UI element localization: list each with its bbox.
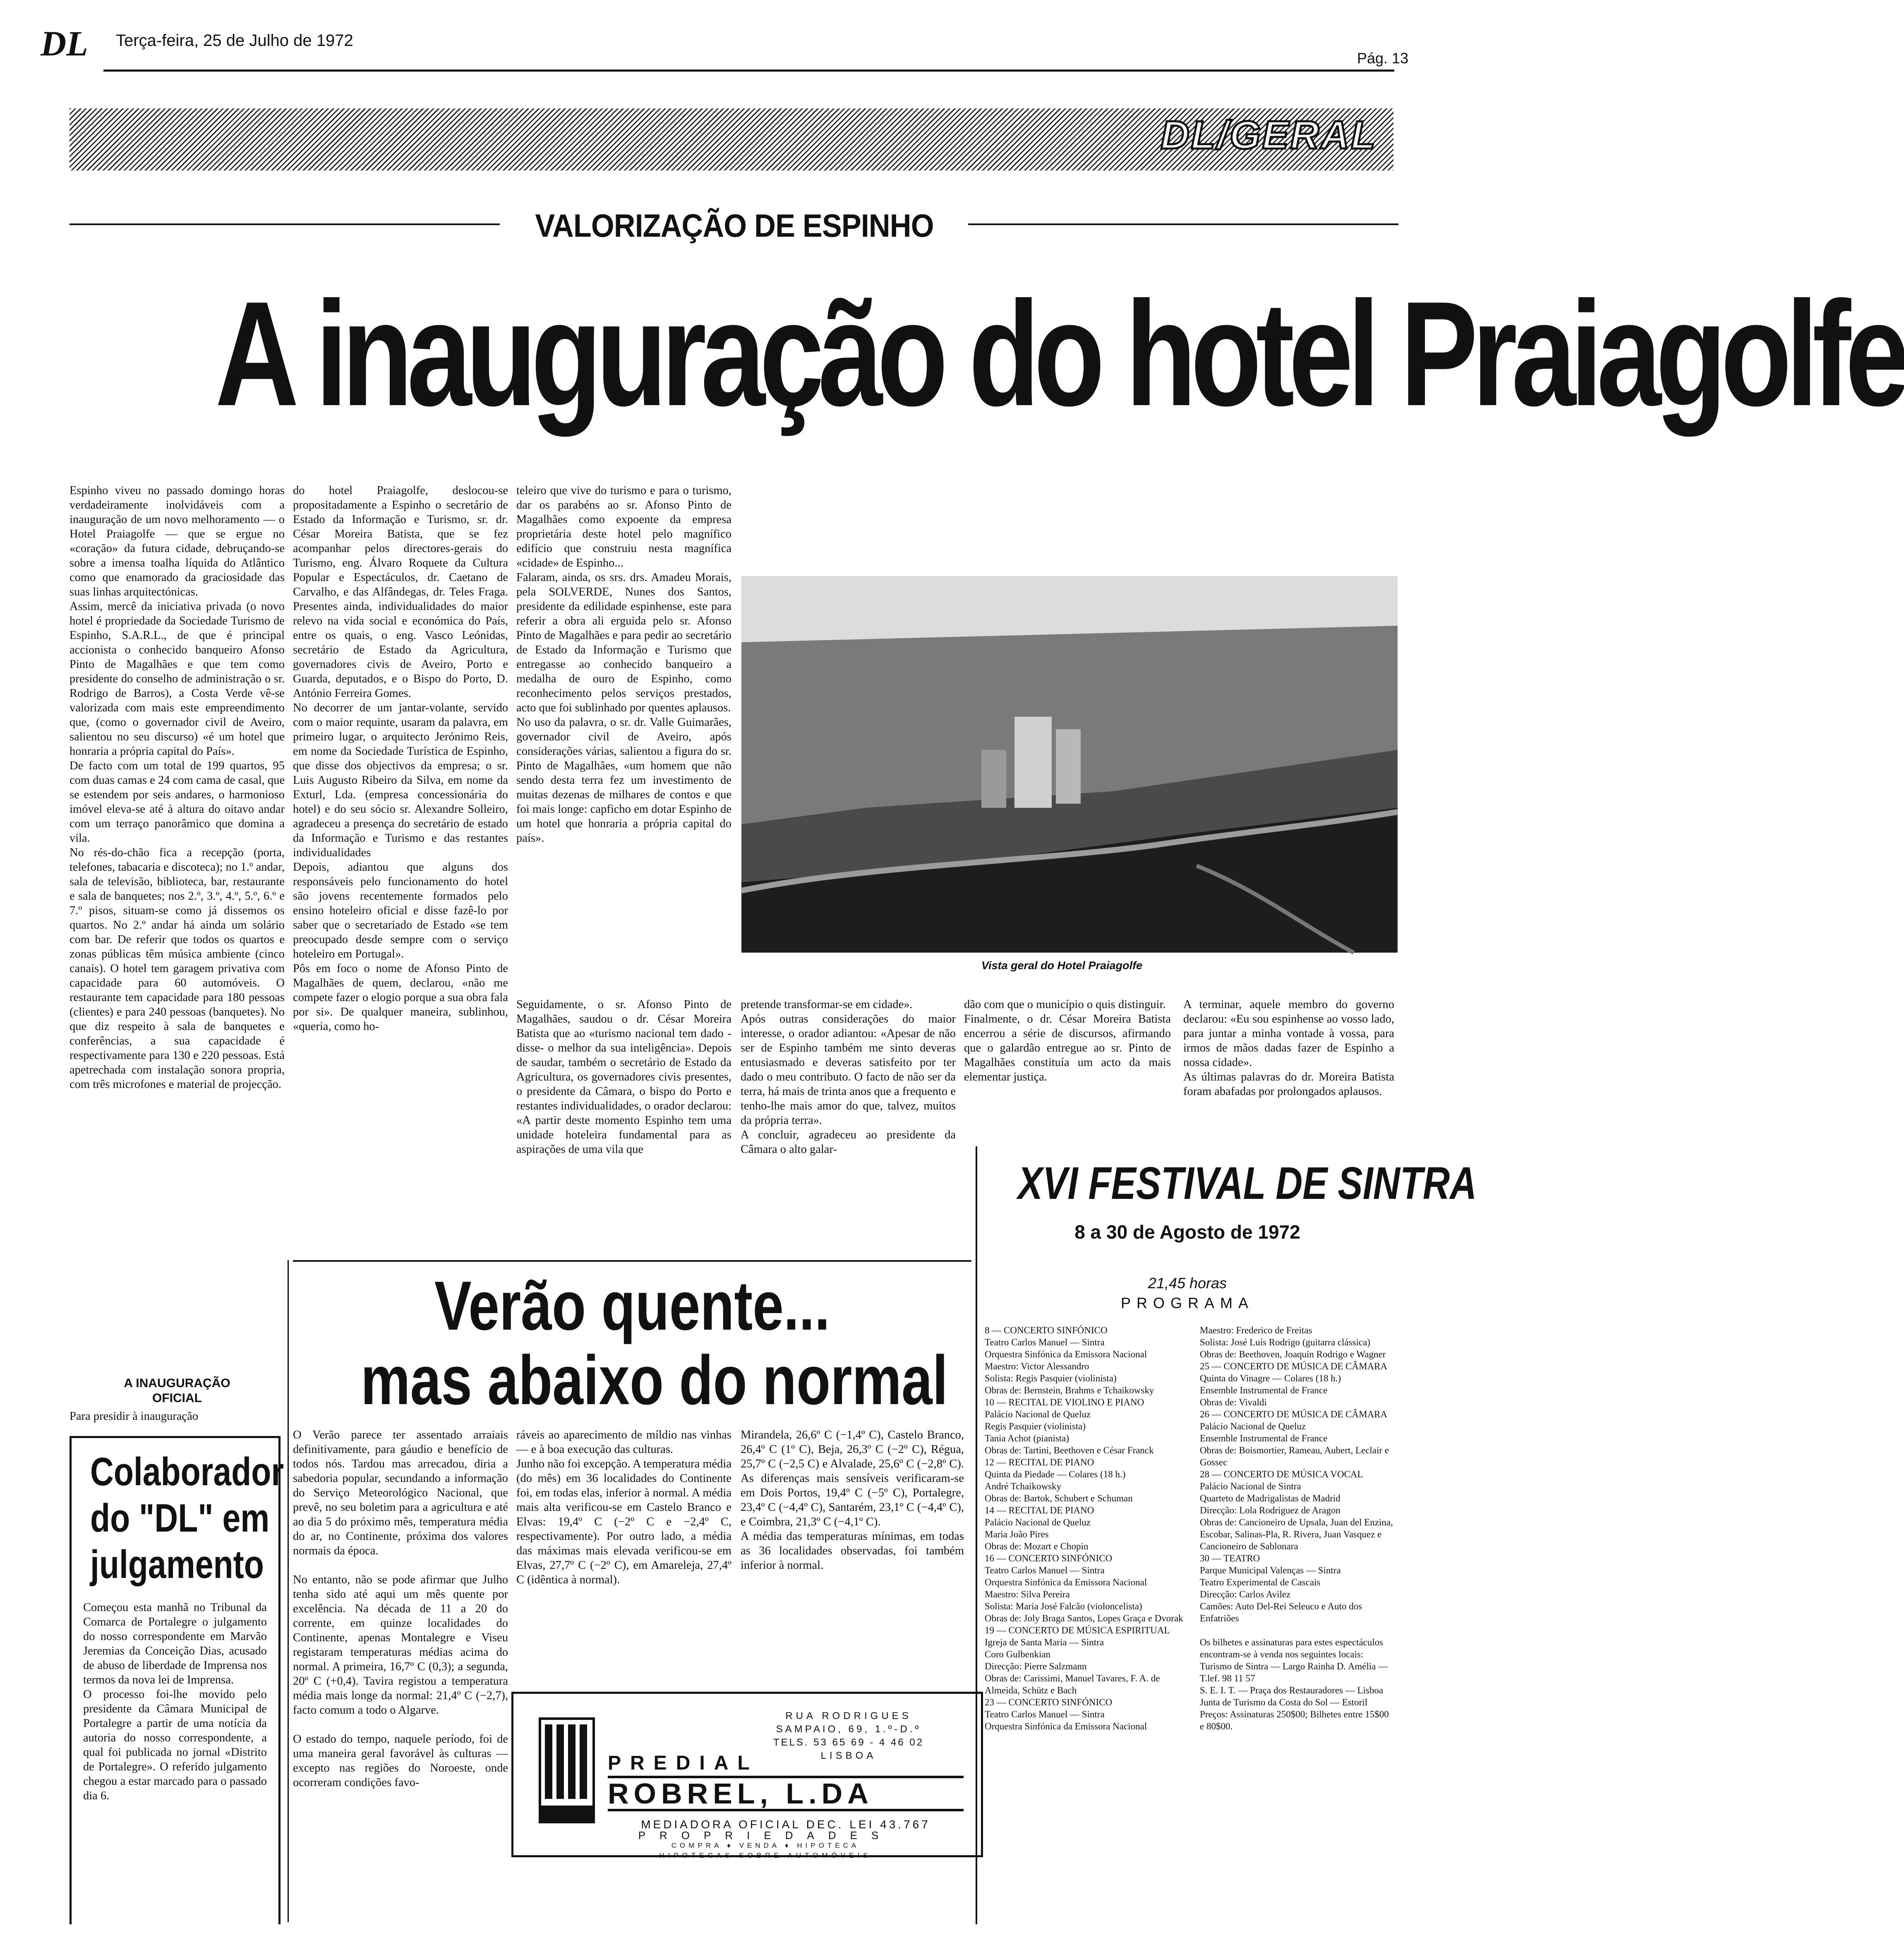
weather-col-1: O Verão parece ter assentado arraiais definitivamente, para gáudio e benefício de todos nós. Tardou mas arrecadou, diria a sabedoria popular, secundando a informação do Serviço Meteorológico Nacional, que prevê, no seu boletim para a agricultura e até ao dia 5 do próximo mês, temperatura média do ar, no Continente, próxima dos valores normais da época. No entanto, não se pode afirmar que Julho tenha sido até aqui um mês quente por excelência. Na década de 11 a 20 do corrente, em quinze localidades do Continente, apenas Montalegre e Viseu registaram temperaturas médias acima do normal. A primeira, 16,7º C (0,3); a segunda, 20º C (+0,4). Tavira registou a temperatura média mais longe da normal: 21,4º C (−2,7), facto comum a todo o Algarve. O estado do tempo, naquele período, foi de uma maneira geral favorável às culturas — excepto nas regiões do Noroeste, onde ocorreram condições favo- [293,1429,508,1789]
advert-properties-line: PROPRIEDADES [638,1829,893,1842]
masthead-date: Terça-feira, 25 de Julho de 1972 [116,31,353,50]
festival-title: XVI FESTIVAL DE SINTRA [1018,1158,1477,1209]
advert-mortgage: HIPOTECAS SOBRE AUTOMÓVEIS [659,1851,872,1859]
festival-time: 21,45 horas [1148,1275,1227,1292]
building-icon [540,1719,594,1822]
article-col-2: do hotel Praiagolfe, deslocou-se propositadamente a Espinho o secretário de Estado da Informação e Turismo, sr. dr. César Moreira Batista, que se fez acompanhar pelos directores-gerais do Turismo, eng. Álvaro Roquete da Cultura Popular e Espectáculos, dr. Caetano de Carvalho, e das Alfândegas, dr. Teles Fraga. Presentes ainda, individualidades do maior relevo na vida social e económica do País, entre os quais, o eng. Vasco Leónidas, secretário de Estado da Agricultura, governadores civis de Aveiro, Porto e Guarda, deputados, e o Bispo do Porto, D. António Ferreira Gomes. No decorrer de um jantar-volante, servido com o maior requinte, usaram da palavra, em primeiro lugar, o arquitecto Jerónimo Reis, em nome da Sociedade Turística de Espinho, que disse dos objectivos da empresa; o sr. Luis Augusto Ribeiro da Silva, em nome da Exturl, Lda. (empresa concessionária do hotel) e do seu sócio sr. Alexandre Solleiro, agradeceu a presença do secretário de estado da Informação e Turismo e das restantes individualidades Depois, adiantou que alguns dos responsáveis pelo funcionamento do hotel são jovens recentemente formados pelo ensino hoteleiro oficial e disse fazê-lo por saber que o secretariado de Estado «se tem preocupado desde sempre com o serviço hoteleiro em Portugal». Pôs em foco o nome de Afonso Pinto de Magalhães de quem, declarou, «não me compete fazer o elogio porque a sua obra fala por si». De qualquer maneira, sublinhou, «queria, como ho- [293,484,508,1033]
rule-sidebar-right [288,1260,289,1922]
kicker-rule-right [968,223,1398,225]
kicker-rule-left [70,223,500,225]
article-headline: A inauguração do hotel Praiagolfe [215,271,1904,437]
article-col-3: teleiro que vive do turismo e para o turismo, dar os parabéns ao sr. Afonso Pinto de Magalhães como expoente da empresa proprietária deste hotel pelo magnífico edifício que construiu nesta magnífica «cidade» de Espinho... Falaram, ainda, os srs. drs. Amadeu Morais, pela SOLVERDE, Nunes dos Santos, presidente da edilidade espinhense, este para referir a obra ali erguida pelo sr. Afonso Pinto de Magalhães e para pedir ao secretário de Estado da Informação e Turismo que entregasse ao conhecido banqueiro a medalha de ouro de Espinho, como reconhecimento pelos serviços prestados, acto que foi sublinhado por quentes aplausos. No uso da palavra, o sr. dr. Valle Guimarães, governador civil de Aveiro, após considerações várias, salientou a figura do sr. Pinto de Magalhães, «um homem que não sendo desta terra fez um investimento de muitas dezenas de milhares de contos e que foi mais longe: capficho em dotar Espinho de um hotel que honraria a própria capital do país». [516,484,731,845]
advert-brand-1: PREDIAL [608,1752,759,1774]
article-col-3b: Seguidamente, o sr. Afonso Pinto de Magalhães, saudou o dr. César Moreira Batista que ao «turismo nacional tem dado -disse- o melhor da sua inteligência». Depois de saudar, também o secretário de Estado da Agricultura, os governadores civis presentes, o presidente da Câmara, o bispo do Porto e restantes individualidades, o orador declarou: «A partir deste momento Espinho tem uma unidade hoteleira fundamental para as aspirações de uma vila que [516,998,731,1156]
article-col-6: A terminar, aquele membro do governo declarou: «Eu sou espinhense ao vosso lado, para juntar a minha vontade à vossa, para irmos de mãos dadas fazer de Espinho a nossa cidade». As últimas palavras do dr. Moreira Batista foram abafadas por prolongados aplausos. [1183,998,1394,1098]
photo-caption: Vista geral do Hotel Praiagolfe [981,959,1143,972]
advert-address-4: LISBOA [820,1750,877,1761]
advert-address-1: RUA RODRIGUES [785,1710,912,1722]
page-number: Pág. 13 [1357,50,1409,67]
festival-program-col-2: Maestro: Frederico de Freitas Solista: José Luís Rodrigo (guitarra clássica) Obras de: Beethoven, Joaquin Rodrigo e Wagner 25 — CONCERTO DE MÚSICA DE CÂMARA Quinta do Vinagre — Colares (18 h.) Ensemble Instrumental de France Obras de: Vivaldi 26 — CONCERTO DE MÚSICA DE CÂMARA Palácio Nacional de Queluz Ensemble Instrumental de France Obras de: Boismortier, Rameau, Aubert, Leclair e Gossec 28 — CONCERTO DE MÚSICA VOCAL Palácio Nacional de Sintra Quarteto de Madrigalistas de Madrid Direcção: Lola Rodriguez de Aragon Obras de: Cancioneiro de Upsala, Juan del Enzina, Escobar, Salinas-Pla, R. Rivera, Juan Vasquez e Cancioneiro de Sablonara 30 — TEATRO Parque Municipal Valenças — Sintra Teatro Experimental de Cascais Direcção: Carlos Avilez Camões: Auto Del-Rei Seleuco e Auto dos Enfatriões Os bilhetes e assinaturas para estes espectáculos encontram-se à venda nos seguintes locais: Turismo de Sintra — Largo Rainha D. Amélia — T.lef. 98 11 57 S. E. I. T. — Praça dos Restauradores — Lisboa Junta de Turismo da Costa do Sol — Estoril Preços: Assinaturas 250$00; Bilhetes entre 15$00 e 80$00. [1200,1325,1393,1731]
hotel-photo-image [741,576,1398,953]
advert-address-2: SAMPAIO, 69, 1.º-D.º [776,1724,921,1735]
advert-services: COMPRA ♦ VENDA ♦ HIPOTECA [671,1842,860,1849]
festival-programa: PROGRAMA [1120,1294,1254,1311]
advert-address-3: TELS. 53 65 69 - 4 46 02 [773,1737,924,1748]
article-col-1-end: Para presidir à inauguração [70,1410,198,1423]
rule-weather-top [293,1260,971,1262]
trial-box [70,1436,284,1924]
article-col-5: dão com que o município o quis distinguir. Finalmente, o dr. César Moreira Batista encerrou a série de discursos, afirmando que o galardão entregue ao sr. Pinto de Magalhães constituía um acto da mais elementar justiça. [964,998,1171,1083]
weather-col-2: ráveis ao aparecimento de míldio nas vinhas — e à boa execução das culturas. Junho não foi excepção. A temperatura média (do mês) em 36 localidades do Continente foi, em todas elas, inferior à normal. A média mais alta verificou-se em Castelo Branco e Elvas: 19,4º C (−2º C e −2,4º C, respectivamente). Por outro lado, a média das máximas mais elevada verificou-se em Elvas, 27,7º C (−2º C), em Amareleja, 27,4º C (idêntica à normal). [516,1429,731,1586]
festival-dates: 8 a 30 de Agosto de 1972 [1074,1221,1300,1243]
trial-headline-3: julgamento [90,1542,264,1587]
section-label: DL/GERAL [1161,113,1377,157]
subhead-inauguracao: A INAUGURAÇÃO OFICIAL [124,1376,230,1405]
festival-program-col-1: 8 — CONCERTO SINFÓNICO Teatro Carlos Manuel — Sintra Orquestra Sinfónica da Emissora Nacional Maestro: Victor Alessandro Solista: Regis Pasquier (violinista) Obras de: Bernstein, Brahms e Tchaikowsky 10 — RECITAL DE VIOLINO E PIANO Palácio Nacional de Queluz Regis Pasquier (violinista) Tania Achot (pianista) Obras de: Tartini, Beethoven e César Franck 12 — RECITAL DE PIANO Quinta da Piedade — Colares (18 h.) André Tchaikowsky Obras de: Bartok, Schubert e Schuman 14 — RECITAL DE PIANO Palácio Nacional de Queluz Maria João Pires Obras de: Mozart e Chopin 16 — CONCERTO SINFÓNICO Teatro Carlos Manuel — Sintra Orquestra Sinfónica da Emissora Nacional Maestro: Silva Pereira Solista: Maria José Falcão (violoncelista) Obras de: Joly Braga Santos, Lopes Graça e Dvorak 19 — CONCERTO DE MÚSICA ESPIRITUAL Igreja de Santa Maria — Sintra Coro Gulbenkian Direcção: Pierre Salzmann Obras de: Carissimi, Manuel Tavares, F. A. de Almeida, Schütz e Bach 23 — CONCERTO SINFÓNICO Teatro Carlos Manuel — Sintra Orquestra Sinfónica da Emissora Nacional [985,1325,1183,1731]
section-banner [70,108,1393,170]
weather-headline-1: Verão quente... [434,1267,830,1345]
advert-tagline: MEDIADORA OFICIAL DEC. LEI 43.767 [641,1818,930,1831]
article-kicker: VALORIZAÇÃO DE ESPINHO [535,207,934,244]
advert-brand-2: ROBREL, L.DA [608,1776,964,1811]
trial-headline-2: do "DL" em [90,1496,270,1540]
hotel-photo [741,576,1398,953]
masthead-rule [103,70,1394,72]
masthead-logo: DL [41,24,88,63]
weather-col-3: Mirandela, 26,6º C (−1,4º C), Castelo Branco, 26,4º C (1º C), Beja, 26,3º C (−2º C), Régua, 25,7º C (−2,5 C) e Alvalade, 25,6º C (−2,8º C). As diferenças mais sensíveis verificaram-se em Dois Portos, 19,4º C (−5º C), Portalegre, 23,4º C (−4,4º C), Santarém, 23,1º C (−4,4º C), e Coimbra, 21,3º C (−4,1º C). A média das temperaturas mínimas, em todas as 36 localidades observadas, foi também inferior à normal. [741,1429,964,1572]
trial-headline-1: Colaborador [90,1450,284,1494]
article-col-1: Espinho viveu no passado domingo horas verdadeiramente inolvidáveis com a inauguração de um novo melhoramento — o Hotel Praiagolfe — que se ergue no «coração» da futura cidade, debruçando-se sobre a imensa toalha líquida do Atlântico como que enamorado da graciosidade das suas linhas arquitectónicas. Assim, mercê da iniciativa privada (o novo hotel é propriedade da Sociedade Turismo de Espinho, S.A.R.L., de que é principal accionista o conhecido banqueiro Afonso Pinto de Magalhães e que tem como presidente do conselho de administração o sr. Rodrigo de Barros), a Costa Verde vê-se valorizada com mais este empreendimento que, (como o governador civil de Aveiro, salientou no seu discurso) «é um hotel que honraria a própria capital do País». De facto com um total de 199 quartos, 95 com duas camas e 24 com cama de casal, que se estendem por seis andares, o harmonioso imóvel eleva-se até à altura do oitavo andar com um terraço panorâmico que domina a vila. No rés-do-chão fica a recepção (porta, telefones, tabacaria e discoteca); no 1.º andar, sala de televisão, biblioteca, bar, restaurante e sala de banquetes; nos 2.º, 3.º, 4.º, 5.º, 6.º e 7.º pisos, situam-se como já dissemos os quartos. No 2.º andar há ainda um solário com bar. De referir que todos os quartos e zonas públicas têm música ambiente (cinco canais). O hotel tem garagem privativa com capacidade para 60 automóveis. O restaurante tem capacidade para 180 pessoas (clientes) e para 240 pessoas (banquetes). No que diz respeito à sala de banquetes e conferências, a sua capacidade é respectivamente para 130 e 220 pessoas. Está apetrechada com instalação sonora propria, com três microfones e material de projecção. [70,484,285,1091]
trial-body: Começou esta manhã no Tribunal da Comarca de Portalegre o julgamento do nosso correspondente em Marvão Jeremias da Conceição Dias, acusado de abuso de liberdade de Imprensa nos termos da nova lei de Imprensa. O processo foi-lhe movido pelo presidente da Câmara Municipal de Portalegre a partir de uma notícia da autoria do nosso correspondente, a qual foi publicada no jornal «Distrito de Portalegre». O referido julgamento chegou a estar marcado para o passado dia 6. [83,1601,267,1802]
article-col-4: pretende transformar-se em cidade». Após outras considerações do maior interesse, o orador adiantou: «Apesar de não ser de Espinho também me sinto deveras entusiasmado e deveras satisfeito por ter dado o meu contributo. O facto de não ser da terra, há mais de trinta anos que a frequento e tenho-lhe mais amor do que, talvez, muitos da própria terra». A concluir, agradeceu ao presidente da Câmara o alto galar- [741,998,956,1156]
weather-headline-2: mas abaixo do normal [361,1341,948,1419]
